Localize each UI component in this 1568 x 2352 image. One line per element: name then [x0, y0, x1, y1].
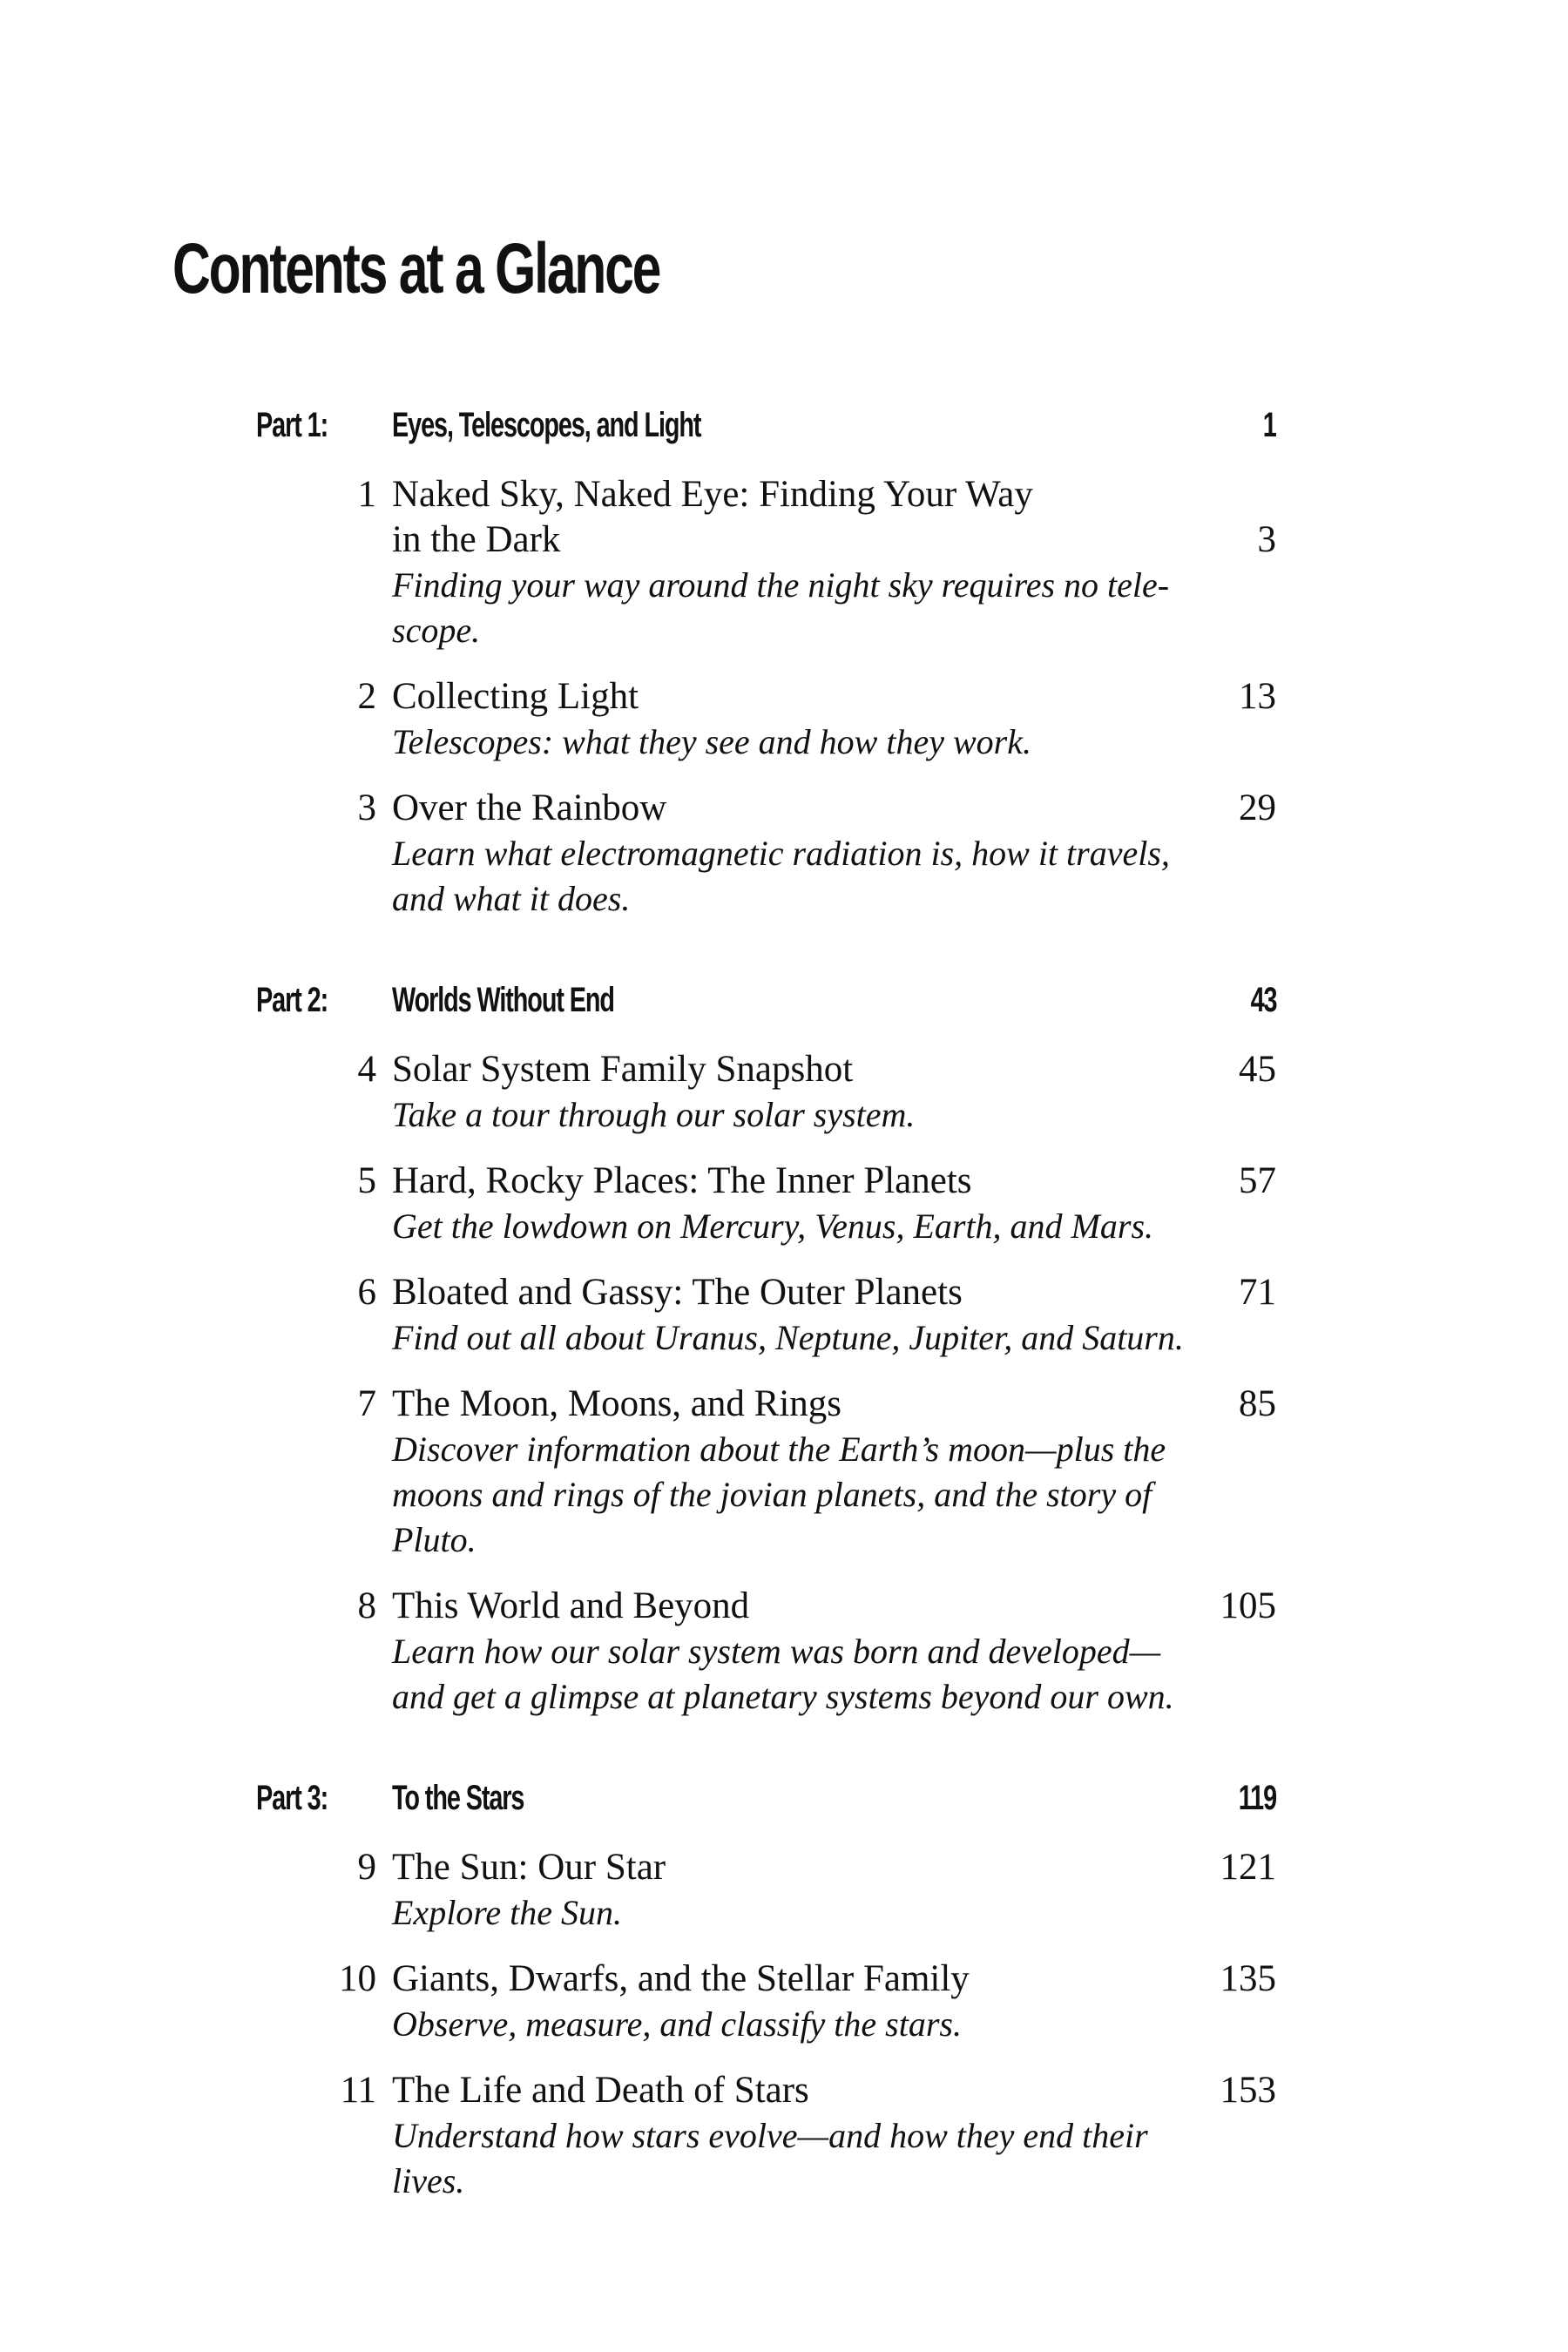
- part-heading: [0, 974, 1568, 1026]
- chapter-entry: [0, 1382, 1568, 1563]
- part-title: To the Stars: [392, 1779, 524, 1817]
- chapter-title-line: This World and Beyond: [392, 1585, 750, 1626]
- chapter-entry: [0, 1584, 1568, 1720]
- part-heading: [0, 399, 1568, 451]
- chapter-title-line: Solar System Family Snapshot: [392, 1049, 854, 1090]
- chapter-page-number: 121: [1220, 1847, 1276, 1888]
- chapter-description-line: Learn how our solar system was born and developed—: [392, 1632, 1161, 1671]
- chapter-description-line: Explore the Sun.: [392, 1893, 623, 1932]
- part-label: Part 2:: [256, 981, 328, 1019]
- page-title: Contents at a Glance: [172, 229, 660, 308]
- chapter-description-line: Find out all about Uranus, Neptune, Jupiter, and Saturn.: [392, 1318, 1184, 1357]
- chapter-description-line: and get a glimpse at planetary systems beyond our own.: [392, 1677, 1174, 1716]
- chapter-title-line: The Moon, Moons, and Rings: [392, 1383, 841, 1424]
- chapter-title-line: Naked Sky, Naked Eye: Finding Your Way: [392, 474, 1033, 515]
- chapter-title-line: The Sun: Our Star: [392, 1847, 666, 1888]
- chapter-entry: [0, 1159, 1568, 1249]
- chapter-number: 4: [357, 1049, 376, 1090]
- chapter-number: 5: [357, 1160, 376, 1201]
- part-title: Worlds Without End: [392, 981, 614, 1019]
- part-page-number: 119: [1238, 1779, 1276, 1817]
- chapter-entry: [0, 1845, 1568, 1936]
- chapter-entry: [0, 472, 1568, 653]
- chapter-description-line: Discover information about the Earth’s moon—plus the: [392, 1429, 1166, 1469]
- chapter-title-line: Over the Rainbow: [392, 787, 667, 828]
- chapter-number: 9: [357, 1847, 376, 1888]
- part-label: Part 1:: [256, 406, 328, 444]
- chapter-entry: [0, 1047, 1568, 1138]
- chapter-page-number: 105: [1220, 1585, 1276, 1626]
- chapter-description-line: moons and rings of the jovian planets, and the story of: [392, 1475, 1152, 1514]
- chapter-description-line: Finding your way around the night sky requires no tele-: [392, 565, 1170, 605]
- part-heading: [0, 1772, 1568, 1824]
- chapter-page-number: 85: [1239, 1383, 1276, 1424]
- chapter-page-number: 153: [1220, 2070, 1276, 2111]
- chapter-description-line: and what it does.: [392, 879, 631, 918]
- chapter-page-number: 3: [1257, 519, 1276, 560]
- chapter-description-line: lives.: [392, 2161, 465, 2200]
- chapter-description-line: scope.: [392, 611, 481, 650]
- chapter-title-line: The Life and Death of Stars: [392, 2070, 809, 2111]
- chapter-entry: [0, 2068, 1568, 2204]
- chapter-description-line: Pluto.: [392, 1520, 476, 1559]
- chapter-entry: [0, 786, 1568, 922]
- chapter-description-line: Learn what electromagnetic radiation is, how it travels,: [392, 834, 1170, 873]
- chapter-title-line: Hard, Rocky Places: The Inner Planets: [392, 1160, 972, 1201]
- chapter-number: 8: [357, 1585, 376, 1626]
- chapter-page-number: 13: [1239, 676, 1276, 717]
- chapter-description-line: Understand how stars evolve—and how they end their: [392, 2116, 1148, 2155]
- chapter-page-number: 29: [1239, 787, 1276, 828]
- part-title: Eyes, Telescopes, and Light: [392, 406, 701, 444]
- chapter-description-line: Observe, measure, and classify the stars.: [392, 2004, 962, 2044]
- chapter-page-number: 135: [1220, 1958, 1276, 1999]
- chapter-entry: [0, 674, 1568, 765]
- chapter-entry: [0, 1270, 1568, 1361]
- chapter-number: 2: [357, 676, 376, 717]
- chapter-number: 7: [357, 1383, 376, 1424]
- chapter-number: 6: [357, 1272, 376, 1313]
- part-label: Part 3:: [256, 1779, 328, 1817]
- chapter-title-line: Bloated and Gassy: The Outer Planets: [392, 1272, 963, 1313]
- chapter-number: 10: [339, 1958, 376, 1999]
- chapter-number: 11: [340, 2070, 376, 2111]
- chapter-page-number: 45: [1239, 1049, 1276, 1090]
- part-page-number: 1: [1263, 406, 1276, 444]
- chapter-description-line: Telescopes: what they see and how they work.: [392, 722, 1031, 761]
- chapter-entry: [0, 1957, 1568, 2047]
- chapter-page-number: 71: [1239, 1272, 1276, 1313]
- chapter-title-line: in the Dark: [392, 519, 561, 560]
- chapter-page-number: 57: [1239, 1160, 1276, 1201]
- chapter-title-line: Collecting Light: [392, 676, 639, 717]
- chapter-description-line: Get the lowdown on Mercury, Venus, Earth, and Mars.: [392, 1206, 1154, 1246]
- chapter-number: 3: [357, 787, 376, 828]
- part-page-number: 43: [1250, 981, 1276, 1019]
- chapter-number: 1: [357, 474, 376, 515]
- chapter-description-line: Take a tour through our solar system.: [392, 1095, 916, 1134]
- chapter-title-line: Giants, Dwarfs, and the Stellar Family: [392, 1958, 970, 1999]
